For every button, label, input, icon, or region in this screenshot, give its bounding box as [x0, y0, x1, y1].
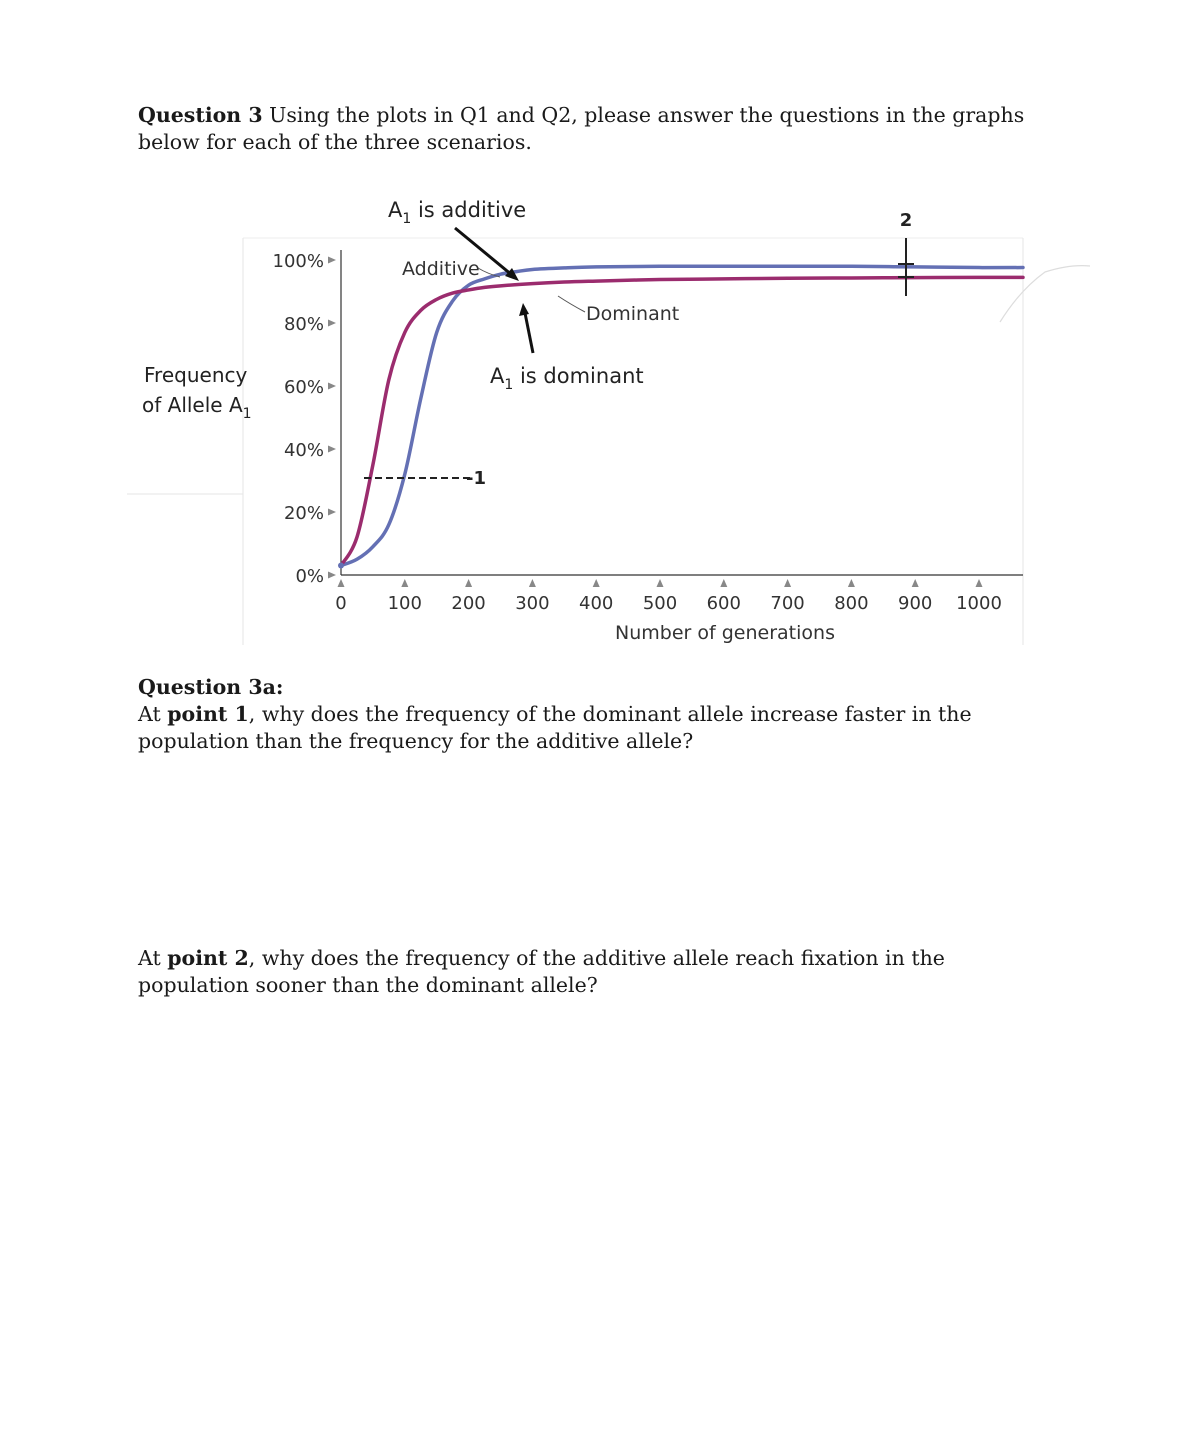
question-3a-block [138, 674, 1038, 755]
x-tick-label: 200 [451, 593, 486, 614]
dominant-curve-label: Dominant [586, 303, 680, 325]
allele-frequency-chart [0, 0, 1179, 660]
x-tick-label: 1000 [956, 593, 1002, 614]
x-tick-label: 600 [706, 593, 741, 614]
series-line-additive [341, 266, 1023, 565]
additive-curve-label: Additive [402, 258, 480, 280]
point-1-label: -1 [466, 468, 486, 489]
y-axis-label-line1: Frequency [144, 363, 248, 387]
x-tick-marker [720, 579, 727, 587]
question-3a-text: At point 1, why does the frequency of the dominant allele increase faster in the population than the frequency for the additive allele? [138, 702, 972, 753]
a1-is-additive-label: $A_1$ is additive [388, 198, 527, 227]
x-tick-marker [912, 579, 919, 587]
x-tick-label: 300 [515, 593, 550, 614]
x-tick-marker [657, 579, 664, 587]
y-tick-label: 0% [295, 566, 324, 587]
x-tick-marker [848, 579, 855, 587]
point-2-emphasis: point 2 [167, 946, 249, 970]
y-tick-label: 20% [283, 503, 324, 524]
x-tick-label: 100 [387, 593, 422, 614]
question-3a-label: Question 3a: [138, 675, 284, 699]
x-tick-marker [465, 579, 472, 587]
point-1-emphasis: point 1 [167, 702, 249, 726]
y-tick-label: 80% [283, 314, 324, 335]
x-tick-label: 800 [834, 593, 869, 614]
y-tick-marker [328, 446, 336, 453]
y-tick-marker [328, 257, 336, 264]
a1-dominant-arrow [525, 313, 533, 353]
x-tick-marker [784, 579, 791, 587]
x-tick-label: 900 [898, 593, 933, 614]
x-axis-label: Number of generations [615, 622, 835, 644]
y-tick-marker [328, 383, 336, 390]
y-axis-label-line2: of Allele $A_1$ [142, 393, 252, 422]
y-tick-label: 40% [283, 440, 324, 461]
faint-pencil-stroke [1000, 266, 1090, 322]
x-tick-marker [593, 579, 600, 587]
x-tick-marker [401, 579, 408, 587]
a1-dominant-arrowhead [519, 303, 529, 316]
question-point-2: At point 2, why does the frequency of the additive allele reach fixation in the population sooner than the dominant allele? [138, 946, 945, 997]
y-tick-label: 60% [283, 377, 324, 398]
y-tick-label: 100% [272, 251, 324, 272]
x-tick-label: 500 [642, 593, 678, 614]
question-3-text: Using the plots in Q1 and Q2, please answer the questions in the graphs below for each of the three scenarios. [138, 103, 1025, 154]
a1-is-dominant-label: $A_1$ is dominant [490, 364, 644, 393]
x-tick-marker [976, 579, 983, 587]
x-tick-label: 0 [335, 593, 347, 614]
y-axis-label-subscript: 1 [242, 406, 252, 422]
dominant-leader-line [558, 296, 585, 312]
x-tick-marker [338, 579, 345, 587]
x-tick-label: 700 [770, 593, 805, 614]
series-origin-point [338, 563, 344, 569]
x-tick-marker [529, 579, 536, 587]
x-tick-label: 400 [579, 593, 614, 614]
y-tick-marker [328, 572, 336, 579]
y-tick-marker [328, 320, 336, 327]
question-3-label: Question 3 [138, 103, 263, 127]
point-2-label: 2 [899, 210, 913, 231]
y-tick-marker [328, 509, 336, 516]
